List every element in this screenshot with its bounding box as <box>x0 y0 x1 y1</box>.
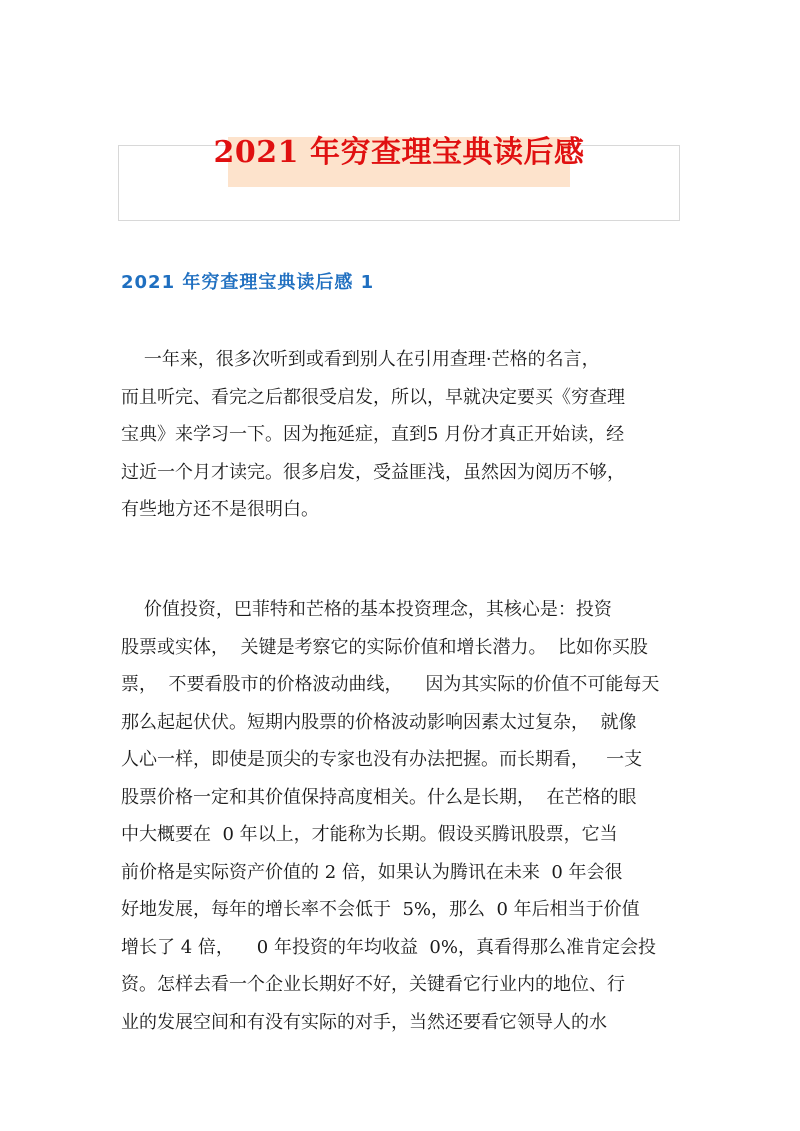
text-line: 一年来，很多次听到或看到别人在引用查理·芒格的名言， <box>121 349 600 370</box>
text-line: 增长了 4 倍， 0 年投资的年均收益 0%，真看得那么准肯定会投 <box>121 936 656 958</box>
text-line: 价值投资，巴菲特和芒格的基本投资理念，其核心是：投资 <box>121 599 612 620</box>
text-line: 股票或实体， 关键是考察它的实际价值和增长潜力。 比如你买股 <box>121 636 648 658</box>
text-line: 中大概要在 0 年以上，才能称为长期。假设买腾讯股票，它当 <box>121 824 618 845</box>
text-line: 股票价格一定和其价值保持高度相关。什么是长期， 在芒格的眼 <box>121 786 637 808</box>
text-line: 过近一个月才读完。很多启发，受益匪浅，虽然因为阅历不够， <box>121 461 625 483</box>
text-line: 人心一样，即使是顶尖的专家也没有办法把握。而长期看， 一支 <box>121 749 643 770</box>
section-heading: 2021 年穷查理宝典读后感 1 <box>121 272 375 293</box>
text-line: 好地发展，每年的增长率不会低于 5%，那么 0 年后相当于价值 <box>121 899 640 920</box>
text-line: 业的发展空间和有没有实际的对手，当然还要看它领导人的水 <box>121 1011 607 1033</box>
page-title: 2021 年穷查理宝典读后感 <box>213 135 585 170</box>
text-line: 资。怎样去看一个企业长期好不好，关键看它行业内的地位、行 <box>121 974 625 995</box>
text-line: 前价格是实际资产价值的 2 倍，如果认为腾讯在未来 0 年会很 <box>121 861 623 883</box>
text-line: 宝典》来学习一下。因为拖延症，直到5 月份才真正开始读，经 <box>121 424 625 445</box>
text-line: 那么起起伏伏。短期内股票的价格波动影响因素太过复杂， 就像 <box>121 711 637 733</box>
text-line: 票， 不要看股市的价格波动曲线， 因为其实际的价值不可能每天 <box>121 674 660 695</box>
paragraph-1 <box>121 341 681 529</box>
text-line: 而且听完、看完之后都很受启发，所以，早就决定要买《穷查理 <box>121 386 625 408</box>
text-line: 有些地方还不是很明白。 <box>121 499 319 520</box>
paragraph-2 <box>121 591 681 1041</box>
